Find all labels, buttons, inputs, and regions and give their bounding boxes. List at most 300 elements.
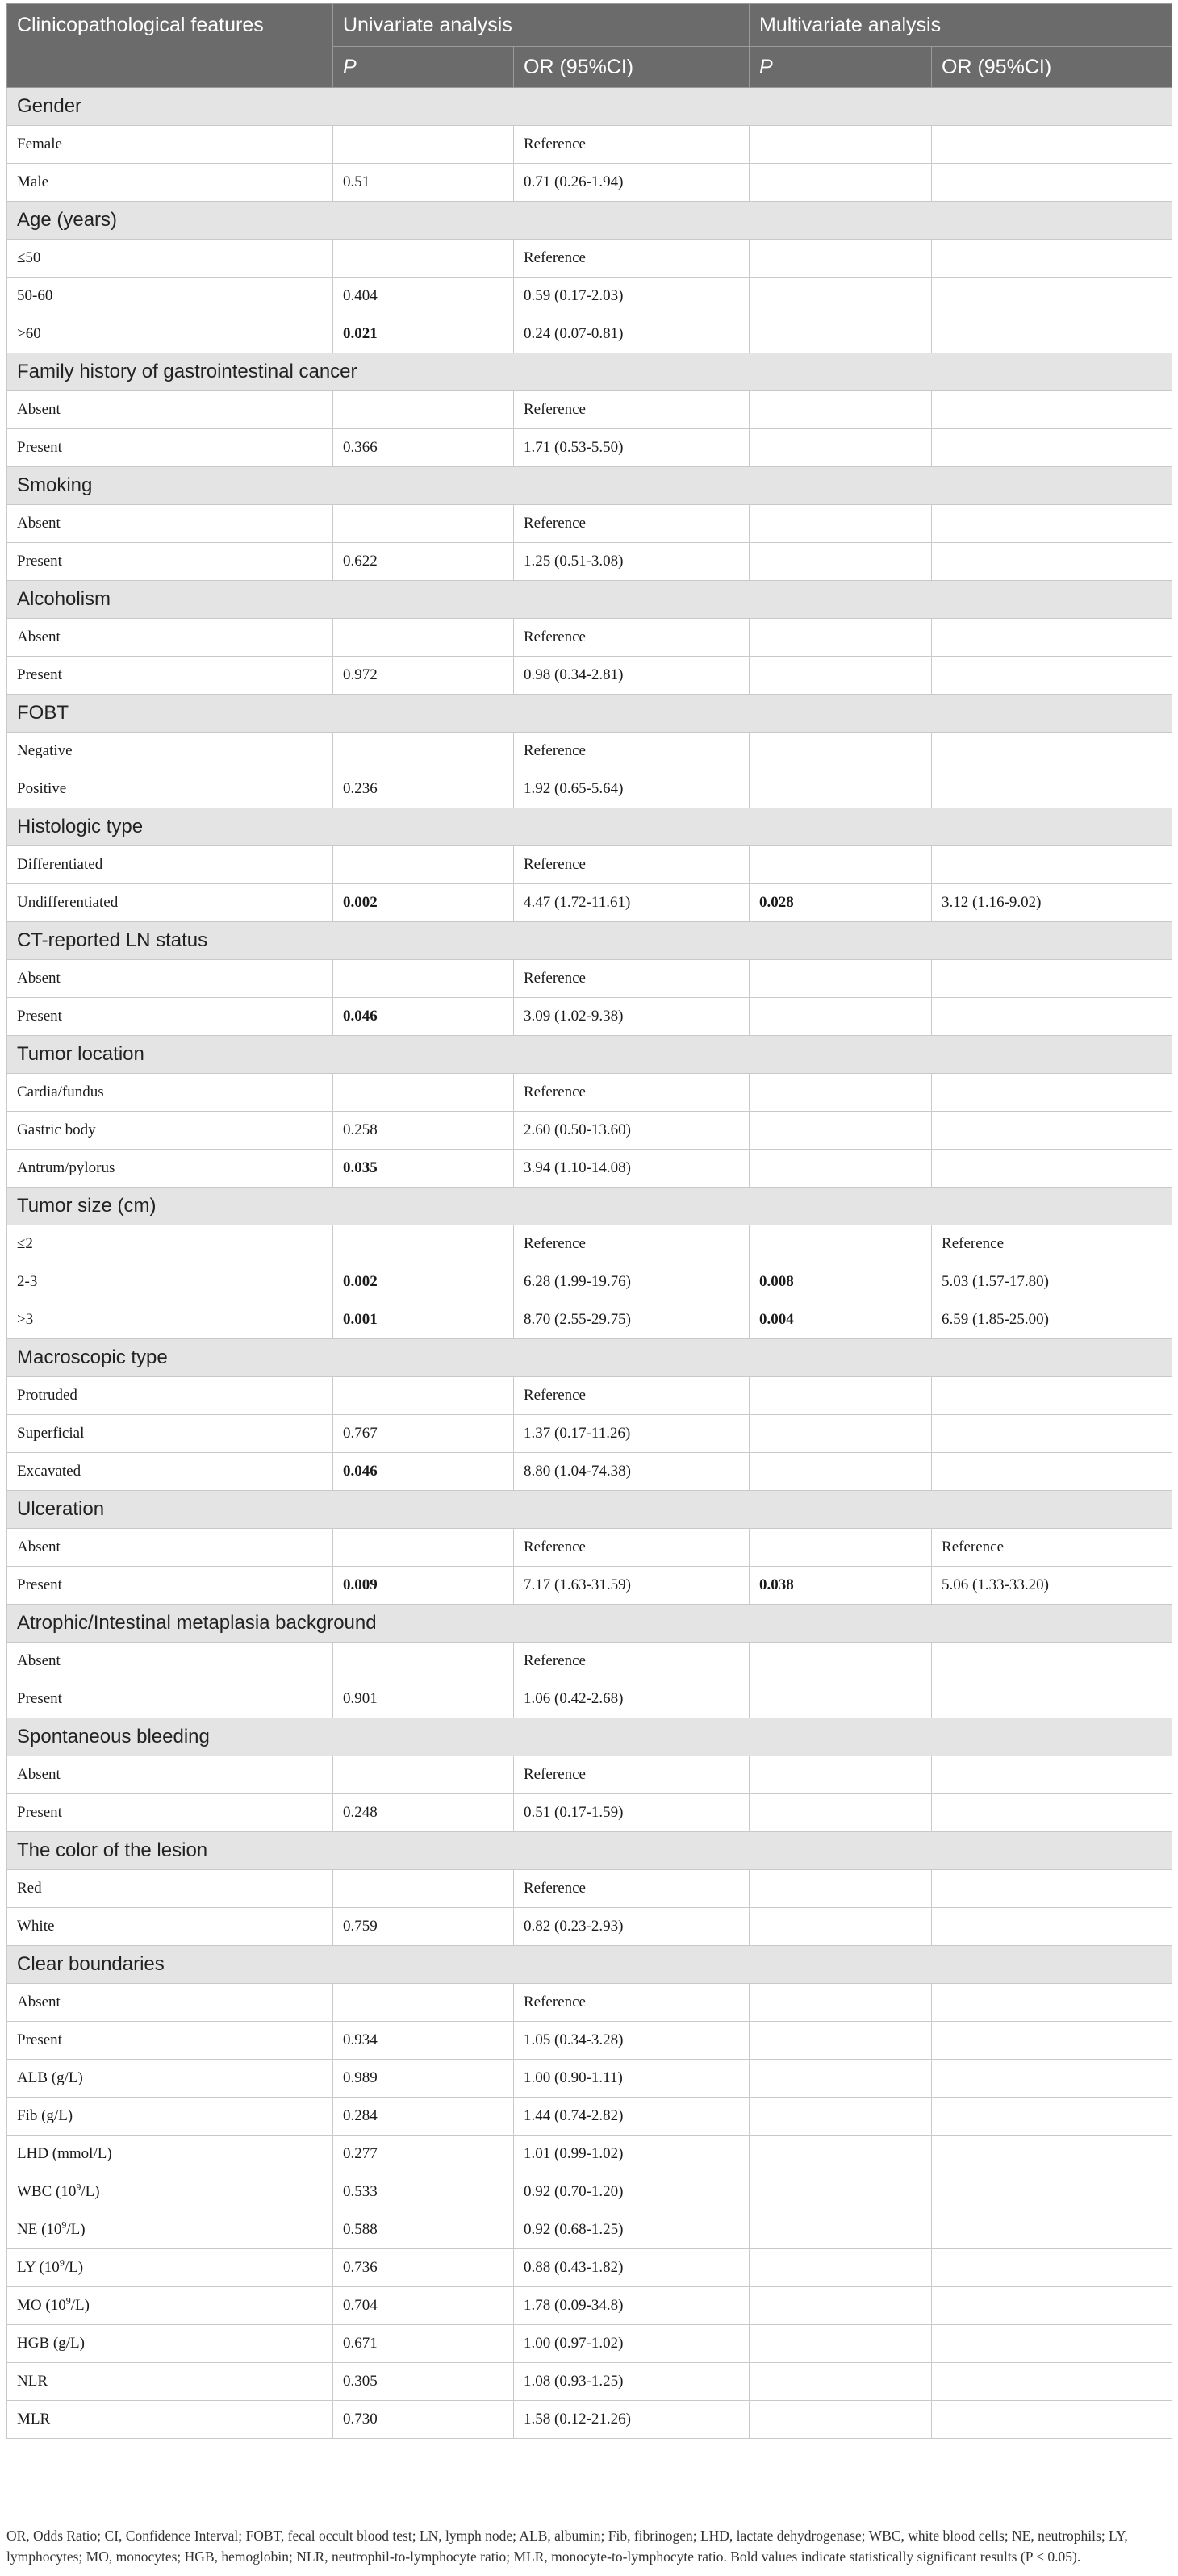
row-label-text: Absent [17, 1652, 61, 1669]
multivariate-p-cell: 0.028 [750, 884, 932, 922]
multivariate-p-cell: 0.038 [750, 1567, 932, 1605]
univariate-or-cell: Reference [514, 505, 750, 543]
row-label-superscript: 9 [61, 2219, 67, 2231]
multivariate-p-cell [750, 1756, 932, 1794]
header-uni-or: OR (95%CI) [514, 47, 750, 88]
univariate-or-cell: 0.92 (0.68-1.25) [514, 2211, 750, 2249]
univariate-p-cell: 0.009 [333, 1567, 514, 1605]
univariate-p-cell: 0.736 [333, 2249, 514, 2287]
row-label-text: Excavated [17, 1463, 81, 1480]
univariate-p-cell: 0.021 [333, 315, 514, 353]
table-row [7, 1870, 1172, 1908]
row-label-text: Absent [17, 628, 61, 645]
row-label-text: Absent [17, 970, 61, 987]
multivariate-p-cell [750, 164, 932, 202]
results-table [6, 3, 1172, 2439]
row-label-text: Protruded [17, 1387, 77, 1404]
row-label [7, 315, 333, 353]
row-label-text: Female [17, 136, 62, 152]
univariate-or-cell: 0.92 (0.70-1.20) [514, 2173, 750, 2211]
univariate-p-cell: 0.248 [333, 1794, 514, 1832]
multivariate-or-cell [932, 770, 1172, 808]
row-label-text: Undifferentiated [17, 894, 119, 911]
multivariate-p-cell [750, 278, 932, 315]
row-label [7, 1756, 333, 1794]
multivariate-or-cell [932, 1453, 1172, 1491]
multivariate-or-cell [932, 657, 1172, 695]
row-label-text: Gastric body [17, 1121, 96, 1138]
multivariate-or-cell [932, 2173, 1172, 2211]
row-label-text: Absent [17, 1766, 61, 1783]
group-title: The color of the lesion [7, 1832, 1172, 1870]
multivariate-p-cell [750, 315, 932, 353]
table-row [7, 884, 1172, 922]
group-header-row [7, 1718, 1172, 1756]
row-label [7, 884, 333, 922]
univariate-or-cell: 0.24 (0.07-0.81) [514, 315, 750, 353]
group-title: FOBT [7, 695, 1172, 733]
group-header-row [7, 922, 1172, 960]
table-footnote: OR, Odds Ratio; CI, Confidence Interval; FOBT, fecal occult blood test; LN, lymph node; ALB, albumin; Fib, fibrinogen; LHD, lactate dehydrogenase; WBC, white blood cells; NE, neutrophils; LY, lymphocytes; MO, monocytes; HGB, hemoglobin; NLR, neutrophil-to-lymphocyte ratio; MLR, monocyte-to-lymphocyte ratio. Bold values indicate statistically significant results (P < 0.05). [6, 2528, 1128, 2565]
row-label-text: Absent [17, 1994, 61, 2010]
table-row [7, 1074, 1172, 1112]
multivariate-p-cell [750, 2022, 932, 2060]
univariate-or-cell: Reference [514, 1984, 750, 2022]
multivariate-p-cell [750, 998, 932, 1036]
row-label [7, 164, 333, 202]
group-header-row [7, 467, 1172, 505]
univariate-p-cell [333, 1984, 514, 2022]
univariate-or-cell: Reference [514, 1074, 750, 1112]
row-label [7, 657, 333, 695]
row-label-text: NLR [17, 2373, 48, 2390]
table-row [7, 2287, 1172, 2325]
univariate-or-cell: 0.98 (0.34-2.81) [514, 657, 750, 695]
table-header [7, 4, 1172, 88]
univariate-or-cell: Reference [514, 391, 750, 429]
row-label-unit: /L) [66, 2221, 86, 2238]
univariate-or-cell: 1.00 (0.90-1.11) [514, 2060, 750, 2098]
multivariate-or-cell [932, 2098, 1172, 2136]
group-header-row [7, 808, 1172, 846]
header-multivariate: Multivariate analysis [750, 4, 1172, 47]
multivariate-p-cell [750, 770, 932, 808]
univariate-p-cell: 0.901 [333, 1680, 514, 1718]
row-label-text: Absent [17, 1539, 61, 1555]
multivariate-p-cell [750, 960, 932, 998]
multivariate-or-cell [932, 2022, 1172, 2060]
table-row [7, 1529, 1172, 1567]
univariate-p-cell: 0.730 [333, 2401, 514, 2439]
multivariate-p-cell [750, 2173, 932, 2211]
table-row [7, 391, 1172, 429]
table-row [7, 2249, 1172, 2287]
multivariate-p-cell [750, 1870, 932, 1908]
univariate-or-cell: 1.92 (0.65-5.64) [514, 770, 750, 808]
univariate-p-cell: 0.588 [333, 2211, 514, 2249]
row-label-text: Present [17, 1008, 62, 1025]
multivariate-or-cell [932, 1870, 1172, 1908]
univariate-p-cell: 0.277 [333, 2136, 514, 2173]
table-row [7, 126, 1172, 164]
multivariate-p-cell [750, 429, 932, 467]
header-multi-p: P [750, 47, 932, 88]
table-row [7, 998, 1172, 1036]
table-row [7, 733, 1172, 770]
multivariate-or-cell [932, 1908, 1172, 1946]
univariate-or-cell: 0.82 (0.23-2.93) [514, 1908, 750, 1946]
multivariate-p-cell [750, 1453, 932, 1491]
group-header-row [7, 88, 1172, 126]
row-label [7, 1529, 333, 1567]
univariate-or-cell: 1.01 (0.99-1.02) [514, 2136, 750, 2173]
multivariate-p-cell [750, 2287, 932, 2325]
row-label [7, 998, 333, 1036]
univariate-p-cell [333, 1870, 514, 1908]
multivariate-p-cell [750, 2136, 932, 2173]
univariate-or-cell: Reference [514, 960, 750, 998]
univariate-or-cell: Reference [514, 240, 750, 278]
row-label [7, 2211, 333, 2249]
multivariate-p-cell [750, 1377, 932, 1415]
multivariate-or-cell [932, 391, 1172, 429]
row-label-text: Cardia/fundus [17, 1083, 104, 1100]
multivariate-p-cell [750, 1908, 932, 1946]
multivariate-or-cell: 5.06 (1.33-33.20) [932, 1567, 1172, 1605]
row-label-text: Positive [17, 780, 67, 797]
row-label [7, 2060, 333, 2098]
group-header-row [7, 202, 1172, 240]
row-label-text: ≤2 [17, 1235, 33, 1252]
group-header-row [7, 1339, 1172, 1377]
multivariate-or-cell [932, 1794, 1172, 1832]
table-row [7, 429, 1172, 467]
row-label [7, 1870, 333, 1908]
row-label [7, 1225, 333, 1263]
group-header-row [7, 581, 1172, 619]
row-label-unit: /L) [70, 2297, 90, 2314]
row-label-text: Superficial [17, 1425, 85, 1442]
row-label [7, 1377, 333, 1415]
multivariate-p-cell [750, 2363, 932, 2401]
row-label-text: LHD (mmol/L) [17, 2145, 112, 2162]
group-title: Spontaneous bleeding [7, 1718, 1172, 1756]
multivariate-p-cell [750, 2098, 932, 2136]
row-label [7, 391, 333, 429]
multivariate-p-cell [750, 2401, 932, 2439]
univariate-p-cell: 0.001 [333, 1301, 514, 1339]
group-header-row [7, 1491, 1172, 1529]
row-label-superscript: 9 [76, 2181, 81, 2193]
row-label-text: Negative [17, 742, 73, 759]
row-label-superscript: 9 [59, 2257, 65, 2269]
univariate-p-cell [333, 391, 514, 429]
univariate-or-cell: 1.44 (0.74-2.82) [514, 2098, 750, 2136]
multivariate-p-cell [750, 1643, 932, 1680]
row-label [7, 2136, 333, 2173]
multivariate-p-cell [750, 1984, 932, 2022]
row-label [7, 2287, 333, 2325]
table-row [7, 1794, 1172, 1832]
row-label [7, 1567, 333, 1605]
univariate-or-cell: Reference [514, 733, 750, 770]
multivariate-or-cell [932, 164, 1172, 202]
group-header-row [7, 353, 1172, 391]
row-label [7, 1794, 333, 1832]
univariate-p-cell [333, 1225, 514, 1263]
table-row [7, 657, 1172, 695]
row-label-text: Absent [17, 401, 61, 418]
table-row [7, 2136, 1172, 2173]
row-label [7, 429, 333, 467]
table-container [6, 3, 1172, 2439]
row-label-text: LY (10 [17, 2259, 60, 2276]
univariate-p-cell: 0.002 [333, 884, 514, 922]
row-label-text: WBC (10 [17, 2183, 77, 2200]
group-title: Histologic type [7, 808, 1172, 846]
table-row [7, 1453, 1172, 1491]
table-row [7, 770, 1172, 808]
multivariate-p-cell [750, 733, 932, 770]
row-label [7, 960, 333, 998]
univariate-or-cell: 0.71 (0.26-1.94) [514, 164, 750, 202]
multivariate-or-cell [932, 1984, 1172, 2022]
group-header-row [7, 1832, 1172, 1870]
univariate-or-cell: 1.00 (0.97-1.02) [514, 2325, 750, 2363]
row-label [7, 1301, 333, 1339]
multivariate-p-cell [750, 1112, 932, 1150]
table-row [7, 315, 1172, 353]
table-row [7, 2325, 1172, 2363]
row-label [7, 2249, 333, 2287]
multivariate-p-cell [750, 657, 932, 695]
row-label-text: Red [17, 1880, 42, 1897]
univariate-p-cell [333, 733, 514, 770]
univariate-p-cell [333, 846, 514, 884]
multivariate-or-cell: Reference [932, 1225, 1172, 1263]
table-row [7, 164, 1172, 202]
group-title: Clear boundaries [7, 1946, 1172, 1984]
row-label [7, 846, 333, 884]
row-label-text: >60 [17, 325, 41, 342]
univariate-or-cell: 1.06 (0.42-2.68) [514, 1680, 750, 1718]
univariate-or-cell: 7.17 (1.63-31.59) [514, 1567, 750, 1605]
univariate-or-cell: 0.88 (0.43-1.82) [514, 2249, 750, 2287]
row-label [7, 1074, 333, 1112]
row-label-text: Present [17, 1690, 62, 1707]
univariate-p-cell [333, 505, 514, 543]
group-title: Ulceration [7, 1491, 1172, 1529]
multivariate-or-cell [932, 543, 1172, 581]
row-label-text: 2-3 [17, 1273, 38, 1290]
table-row [7, 846, 1172, 884]
table-body [7, 88, 1172, 2439]
group-title: Family history of gastrointestinal cancer [7, 353, 1172, 391]
multivariate-or-cell [932, 2136, 1172, 2173]
univariate-or-cell: 1.71 (0.53-5.50) [514, 429, 750, 467]
multivariate-p-cell [750, 391, 932, 429]
row-label-text: Fib (g/L) [17, 2107, 73, 2124]
row-label [7, 543, 333, 581]
multivariate-p-cell [750, 2325, 932, 2363]
row-label [7, 1984, 333, 2022]
table-row [7, 960, 1172, 998]
row-label [7, 619, 333, 657]
univariate-p-cell: 0.404 [333, 278, 514, 315]
univariate-or-cell: Reference [514, 846, 750, 884]
table-row [7, 1301, 1172, 1339]
multivariate-or-cell [932, 1756, 1172, 1794]
row-label-text: Present [17, 1804, 62, 1821]
univariate-p-cell [333, 126, 514, 164]
row-label [7, 1112, 333, 1150]
row-label-text: Present [17, 2031, 62, 2048]
univariate-or-cell: 3.94 (1.10-14.08) [514, 1150, 750, 1188]
multivariate-or-cell [932, 1150, 1172, 1188]
table-row [7, 1643, 1172, 1680]
multivariate-or-cell: Reference [932, 1529, 1172, 1567]
row-label [7, 278, 333, 315]
multivariate-or-cell [932, 505, 1172, 543]
univariate-or-cell: 8.80 (1.04-74.38) [514, 1453, 750, 1491]
row-label-unit: /L) [64, 2259, 84, 2276]
multivariate-or-cell [932, 126, 1172, 164]
row-label [7, 2325, 333, 2363]
row-label-text: Present [17, 1576, 62, 1593]
univariate-or-cell: Reference [514, 619, 750, 657]
multivariate-or-cell [932, 2363, 1172, 2401]
row-label-text: Differentiated [17, 856, 103, 873]
univariate-or-cell: 4.47 (1.72-11.61) [514, 884, 750, 922]
multivariate-p-cell [750, 543, 932, 581]
multivariate-or-cell [932, 315, 1172, 353]
row-label [7, 1415, 333, 1453]
univariate-or-cell: 1.05 (0.34-3.28) [514, 2022, 750, 2060]
table-row [7, 2022, 1172, 2060]
univariate-p-cell: 0.934 [333, 2022, 514, 2060]
row-label [7, 770, 333, 808]
row-label [7, 733, 333, 770]
univariate-or-cell: 1.78 (0.09-34.8) [514, 2287, 750, 2325]
univariate-p-cell: 0.972 [333, 657, 514, 695]
multivariate-p-cell [750, 1680, 932, 1718]
univariate-or-cell: Reference [514, 1643, 750, 1680]
table-row [7, 240, 1172, 278]
multivariate-p-cell [750, 1529, 932, 1567]
univariate-p-cell [333, 1529, 514, 1567]
univariate-or-cell: 1.58 (0.12-21.26) [514, 2401, 750, 2439]
row-label [7, 1680, 333, 1718]
multivariate-p-cell: 0.004 [750, 1301, 932, 1339]
row-label-text: HGB (g/L) [17, 2335, 85, 2352]
group-title: Tumor size (cm) [7, 1188, 1172, 1225]
univariate-p-cell: 0.366 [333, 429, 514, 467]
univariate-or-cell: 3.09 (1.02-9.38) [514, 998, 750, 1036]
group-title: Gender [7, 88, 1172, 126]
row-label-text: MLR [17, 2411, 51, 2428]
table-row [7, 1225, 1172, 1263]
multivariate-or-cell [932, 2287, 1172, 2325]
multivariate-or-cell [932, 1377, 1172, 1415]
row-label-superscript: 9 [65, 2294, 71, 2307]
group-title: Macroscopic type [7, 1339, 1172, 1377]
univariate-p-cell: 0.533 [333, 2173, 514, 2211]
row-label [7, 1643, 333, 1680]
univariate-p-cell [333, 1377, 514, 1415]
multivariate-p-cell [750, 505, 932, 543]
univariate-or-cell: 1.37 (0.17-11.26) [514, 1415, 750, 1453]
group-title: Alcoholism [7, 581, 1172, 619]
table-row [7, 2363, 1172, 2401]
row-label [7, 2098, 333, 2136]
multivariate-p-cell [750, 1415, 932, 1453]
table-row [7, 505, 1172, 543]
table-row [7, 543, 1172, 581]
multivariate-or-cell [932, 429, 1172, 467]
multivariate-or-cell: 6.59 (1.85-25.00) [932, 1301, 1172, 1339]
multivariate-or-cell [932, 960, 1172, 998]
row-label [7, 505, 333, 543]
univariate-p-cell: 0.767 [333, 1415, 514, 1453]
group-header-row [7, 1946, 1172, 1984]
univariate-p-cell: 0.046 [333, 1453, 514, 1491]
table-row [7, 1150, 1172, 1188]
univariate-or-cell: 1.08 (0.93-1.25) [514, 2363, 750, 2401]
univariate-p-cell [333, 1756, 514, 1794]
table-row [7, 1263, 1172, 1301]
multivariate-or-cell [932, 2249, 1172, 2287]
multivariate-or-cell [932, 1112, 1172, 1150]
univariate-or-cell: Reference [514, 1529, 750, 1567]
row-label [7, 2173, 333, 2211]
table-row [7, 1567, 1172, 1605]
header-multi-or: OR (95%CI) [932, 47, 1172, 88]
multivariate-p-cell [750, 1150, 932, 1188]
group-title: CT-reported LN status [7, 922, 1172, 960]
univariate-or-cell: 1.25 (0.51-3.08) [514, 543, 750, 581]
row-label-text: Present [17, 439, 62, 456]
group-header-row [7, 1605, 1172, 1643]
multivariate-or-cell [932, 1680, 1172, 1718]
multivariate-p-cell [750, 619, 932, 657]
row-label [7, 126, 333, 164]
multivariate-p-cell [750, 846, 932, 884]
univariate-p-cell: 0.046 [333, 998, 514, 1036]
table-row [7, 278, 1172, 315]
multivariate-or-cell [932, 1415, 1172, 1453]
row-label [7, 1453, 333, 1491]
row-label-text: Present [17, 666, 62, 683]
row-label [7, 1908, 333, 1946]
multivariate-or-cell: 3.12 (1.16-9.02) [932, 884, 1172, 922]
row-label-unit: /L) [81, 2183, 100, 2200]
table-row [7, 2060, 1172, 2098]
univariate-p-cell [333, 619, 514, 657]
group-title: Atrophic/Intestinal metaplasia background [7, 1605, 1172, 1643]
table-row [7, 1984, 1172, 2022]
row-label [7, 240, 333, 278]
multivariate-p-cell [750, 1794, 932, 1832]
univariate-p-cell: 0.622 [333, 543, 514, 581]
group-title: Age (years) [7, 202, 1172, 240]
table-row [7, 1112, 1172, 1150]
univariate-or-cell: 8.70 (2.55-29.75) [514, 1301, 750, 1339]
row-label-text: >3 [17, 1311, 34, 1328]
multivariate-p-cell: 0.008 [750, 1263, 932, 1301]
multivariate-or-cell [932, 278, 1172, 315]
univariate-p-cell: 0.284 [333, 2098, 514, 2136]
row-label-text: Absent [17, 515, 61, 532]
